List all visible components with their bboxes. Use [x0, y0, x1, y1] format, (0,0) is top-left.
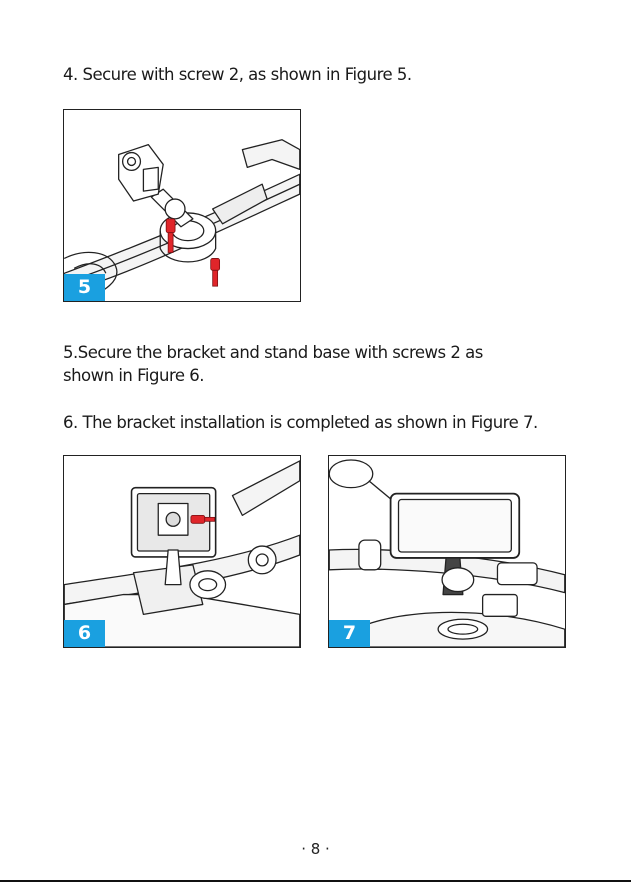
bottom-rule: [0, 880, 631, 882]
figure-5-badge: 5: [64, 274, 105, 301]
step-6-text: 6. The bracket installation is completed as shown in Figure 7.: [63, 413, 538, 432]
step-5-text-line1: 5.Secure the bracket and stand base with screws 2 as: [63, 343, 483, 362]
figure-6-illustration: [64, 456, 300, 647]
figure-6: [63, 455, 301, 648]
step-5-text-line2: shown in Figure 6.: [63, 366, 204, 385]
figure-7-illustration: [329, 456, 565, 647]
figure-6-badge: 6: [64, 620, 105, 647]
figure-5-illustration: [64, 110, 300, 301]
figure-5: [63, 109, 301, 302]
step-4-text: 4. Secure with screw 2, as shown in Figure 5.: [63, 65, 412, 84]
figure-7-badge: 7: [329, 620, 370, 647]
page-number: · 8 ·: [301, 840, 330, 858]
figure-7: [328, 455, 566, 648]
